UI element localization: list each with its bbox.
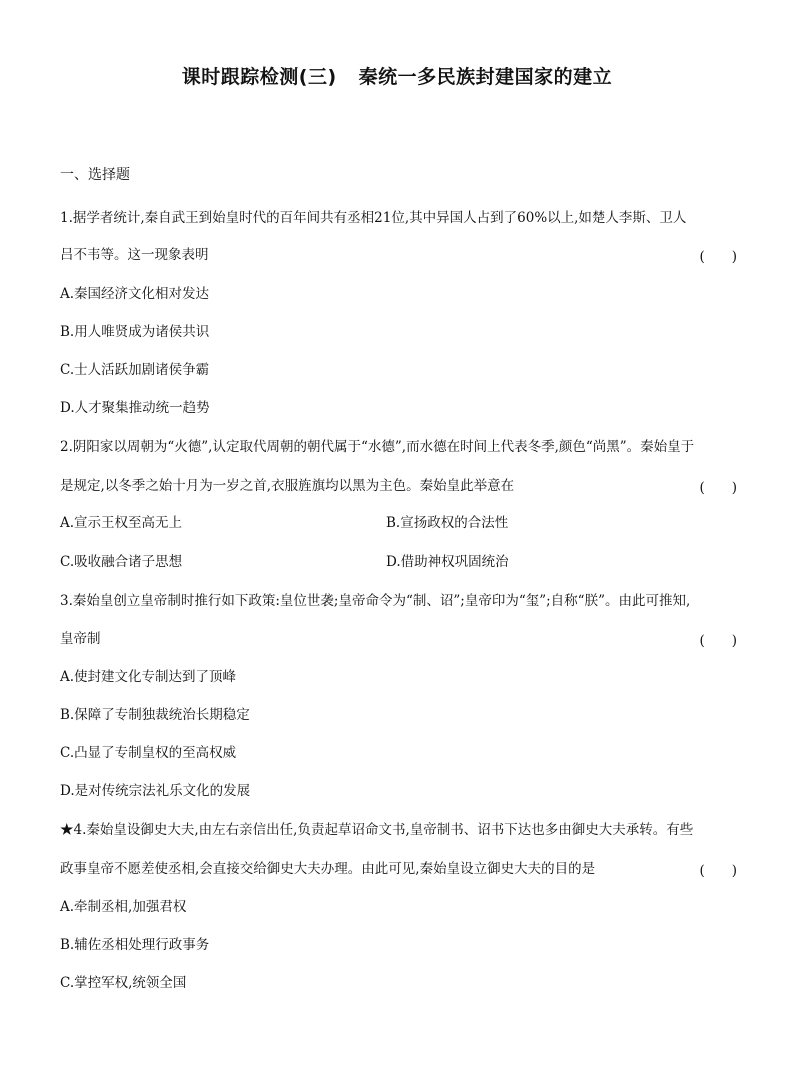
question-2-option-c: C.吸收融合诸子思想 xyxy=(60,554,183,570)
section-heading: 一、选择题 xyxy=(60,167,130,183)
question-3-option-a: A.使封建文化专制达到了顶峰 xyxy=(60,669,237,685)
question-1-option-b: B.用人唯贤成为诸侯共识 xyxy=(60,324,210,340)
question-4-option-a: A.牵制丞相,加强君权 xyxy=(60,899,187,915)
question-1-answer-blank: ( ) xyxy=(699,249,737,265)
question-3-stem-line-1: 3.秦始皇创立皇帝制时推行如下政策:皇位世袭;皇帝命令为“制、诏”;皇帝印为“玺”;自称“朕”。由此可推知, xyxy=(60,593,691,609)
question-3-answer-blank: ( ) xyxy=(699,633,737,649)
question-1-option-c: C.士人活跃加剧诸侯争霸 xyxy=(60,362,210,378)
question-3-option-d: D.是对传统宗法礼乐文化的发展 xyxy=(60,783,251,799)
question-2-answer-blank: ( ) xyxy=(699,480,737,496)
title-main: 课时跟踪检测(三) xyxy=(181,66,337,88)
question-4-answer-blank: ( ) xyxy=(699,863,737,879)
question-3-stem-line-2: 皇帝制 xyxy=(60,631,101,647)
question-4-option-b: B.辅佐丞相处理行政事务 xyxy=(60,937,210,953)
question-1-stem-line-1: 1.据学者统计,秦自武王到始皇时代的百年间共有丞相21位,其中异国人占到了60%以上,如楚人李斯、卫人 xyxy=(60,210,687,226)
question-1-stem-line-2: 吕不韦等。这一现象表明 xyxy=(60,247,209,263)
question-1-option-a: A.秦国经济文化相对发达 xyxy=(60,286,210,302)
question-2-option-b: B.宣扬政权的合法性 xyxy=(386,515,509,531)
title-sub: 秦统一多民族封建国家的建立 xyxy=(358,66,613,88)
question-1-option-d: D.人才聚集推动统一趋势 xyxy=(60,400,210,416)
question-3-option-c: C.凸显了专制皇权的至高权威 xyxy=(60,745,237,761)
question-4-stem-line-1: ★4.秦始皇设御史大夫,由左右亲信出任,负责起草诏命文书,皇帝制书、诏书下达也多由御史大夫承转。有些 xyxy=(60,822,694,838)
question-2-option-d: D.借助神权巩固统治 xyxy=(386,554,509,570)
question-2-stem-line-1: 2.阴阳家以周朝为“火德”,认定取代周朝的朝代属于“水德”,而水德在时间上代表冬季,颜色“尚黑”。秦始皇于 xyxy=(60,439,695,455)
question-4-stem-line-2: 政事皇帝不愿差使丞相,会直接交给御史大夫办理。由此可见,秦始皇设立御史大夫的目的是 xyxy=(60,861,596,877)
question-2-stem-line-2: 是规定,以冬季之始十月为一岁之首,衣服旌旗均以黑为主色。秦始皇此举意在 xyxy=(60,478,515,494)
page-title xyxy=(0,62,794,89)
question-3-option-b: B.保障了专制独裁统治长期稳定 xyxy=(60,707,250,723)
question-4-option-c: C.掌控军权,统领全国 xyxy=(60,975,187,991)
question-2-option-a: A.宣示王权至高无上 xyxy=(60,515,183,531)
